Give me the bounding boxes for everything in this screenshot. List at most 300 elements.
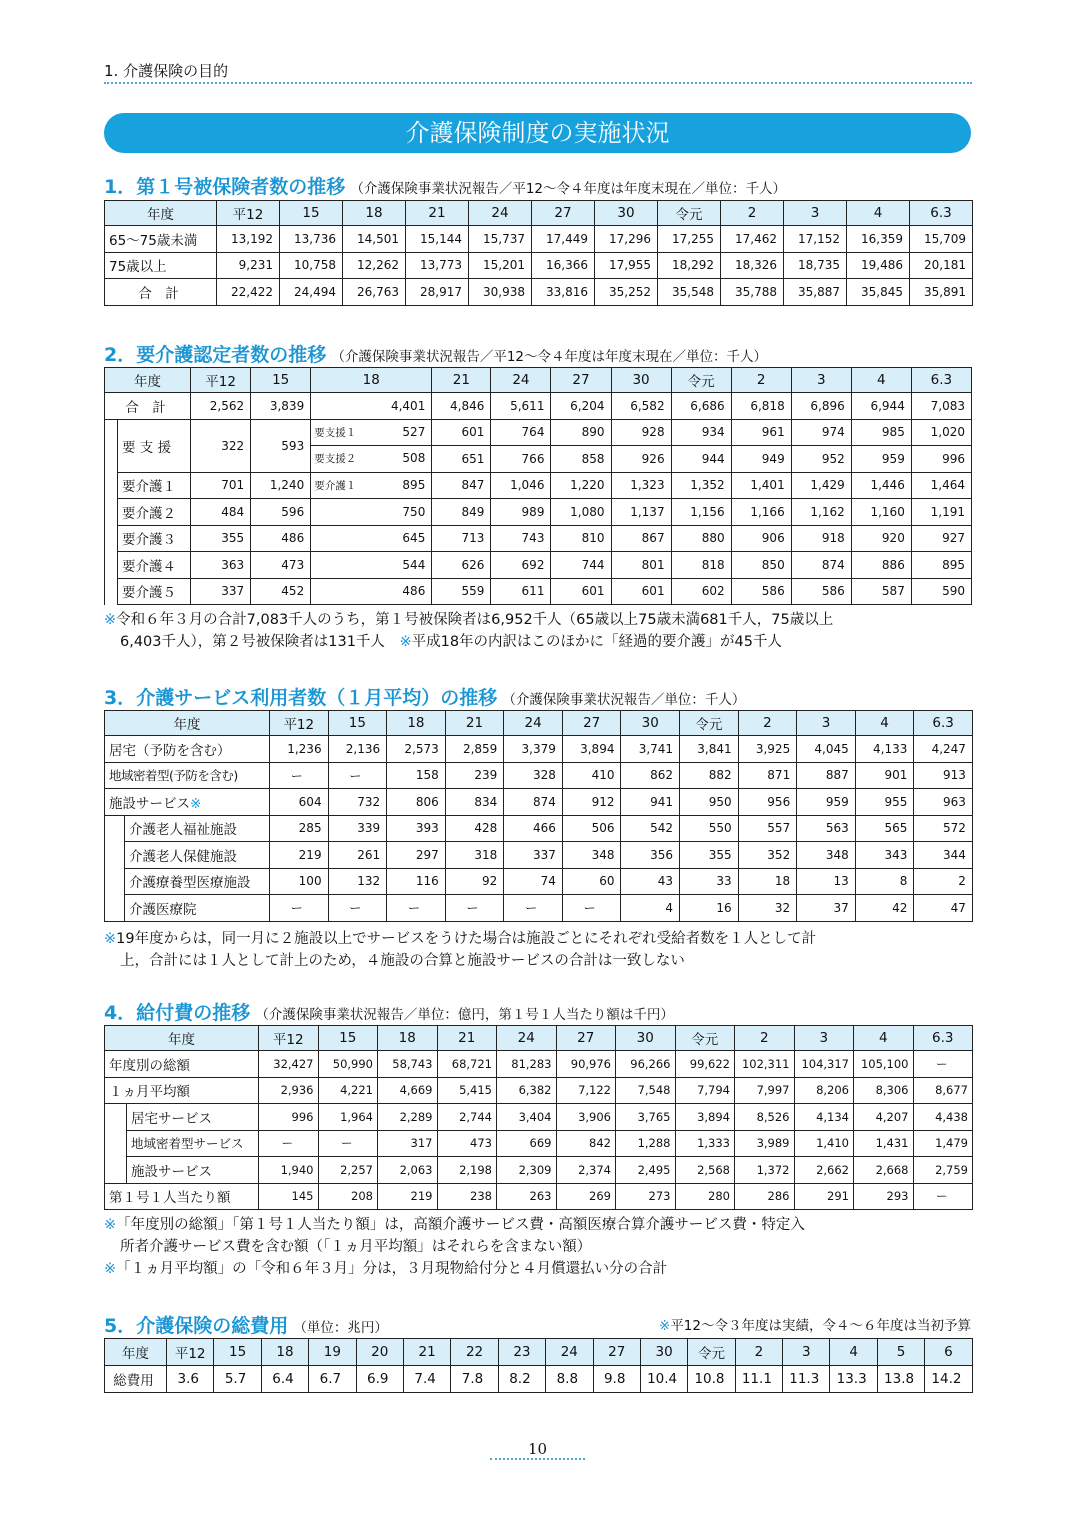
value-cell: 587	[851, 578, 911, 605]
header-year: 令元	[680, 711, 739, 736]
header-year: 4	[847, 201, 910, 226]
value-cell: 32	[738, 895, 797, 922]
header-corner: 年度	[105, 368, 191, 393]
header-year: 2	[731, 368, 791, 393]
value-cell: 81,283	[497, 1051, 557, 1078]
value-cell: 890	[551, 419, 611, 446]
value-cell: 239	[445, 762, 504, 789]
value-cell: 280	[675, 1183, 735, 1210]
split-cell	[311, 419, 432, 446]
value-cell: 473	[437, 1130, 497, 1157]
value-cell: 626	[432, 552, 491, 579]
sub-label: 要支援２	[314, 453, 357, 466]
value-cell: 542	[621, 815, 680, 842]
value-cell: 1,220	[551, 472, 611, 499]
value-cell: 99,622	[675, 1051, 735, 1078]
header-year: 平12	[191, 368, 251, 393]
note-mark: ※	[104, 931, 117, 947]
note-text: 令和６年３月の合計7,083千人のうち，第１号被保険者は6,952千人（65歳以上75歳未満681千人，75歳以上	[116, 612, 834, 628]
value-cell: 486	[311, 578, 432, 605]
value-cell: 941	[621, 789, 680, 816]
header-year: 22	[451, 1339, 498, 1366]
value-cell: 4,045	[797, 736, 856, 763]
value-cell: 1,429	[791, 472, 851, 499]
table-row	[105, 578, 972, 605]
value-cell: 24,494	[280, 279, 343, 306]
value-cell: 3,989	[735, 1130, 795, 1157]
header-year: 30	[640, 1339, 687, 1366]
note-text: 「年度別の総額」「第１号１人当たり額」は，高額介護サービス費・高額医療合算介護サービス費・特定入	[116, 1217, 805, 1233]
value-cell: 1,352	[671, 472, 731, 499]
value-cell: 3,894	[675, 1104, 735, 1131]
indent-cell	[105, 815, 125, 921]
value-cell: 985	[851, 419, 911, 446]
note-text: 上，合計には１人として計上のため，４施設の合算と施設サービスの合計は一致しない	[120, 953, 685, 969]
table-row	[105, 1051, 973, 1078]
value-cell: 1,372	[735, 1157, 795, 1184]
table-benefits	[104, 1025, 973, 1210]
value-cell: 35,891	[910, 279, 973, 306]
section-5-title	[104, 1311, 388, 1338]
value-cell: 466	[504, 815, 563, 842]
value-cell: 862	[621, 762, 680, 789]
value-cell: ー	[445, 895, 504, 922]
value-cell: 1,940	[259, 1157, 319, 1184]
section-2-source: （介護保険事業状況報告／平12〜令４年度は年度末現在／単位：千人）	[331, 349, 768, 365]
value-cell: 14,501	[343, 226, 406, 253]
value-cell: 348	[797, 842, 856, 869]
section-5-heading: 5．介護保険の総費用	[104, 1315, 289, 1337]
value-cell: 950	[680, 789, 739, 816]
value-cell: 4	[621, 895, 680, 922]
value-cell: 3,841	[680, 736, 739, 763]
value-cell: 944	[671, 446, 731, 473]
value-cell: 3,379	[504, 736, 563, 763]
row-label: １ヵ月平均額	[105, 1077, 259, 1104]
value-cell: 42	[855, 895, 914, 922]
section-5-right-note	[659, 1314, 971, 1334]
value-cell: 18,326	[721, 252, 784, 279]
value-cell: 3.6	[167, 1366, 214, 1393]
row-label-text: 居宅（予防を含む）	[109, 742, 231, 759]
table-row	[105, 1077, 973, 1104]
value-cell: 5,611	[491, 393, 551, 420]
value-cell: 261	[328, 842, 387, 869]
value-cell: 2,668	[854, 1157, 914, 1184]
value-cell: 6.7	[309, 1366, 356, 1393]
table-row	[105, 1366, 973, 1393]
table-row	[105, 1157, 973, 1184]
page-number: 10	[527, 1440, 548, 1458]
value-cell: 8,526	[735, 1104, 795, 1131]
value-cell: 906	[731, 525, 791, 552]
value-cell: 590	[911, 578, 971, 605]
header-year: 平12	[217, 201, 280, 226]
value-cell: 219	[378, 1183, 438, 1210]
row-label	[105, 736, 270, 763]
value-cell: 3,906	[556, 1104, 616, 1131]
value-cell: 337	[504, 842, 563, 869]
value-cell: 4,133	[855, 736, 914, 763]
indent-cell	[105, 419, 118, 605]
value-cell: 13,736	[280, 226, 343, 253]
value-cell: 961	[731, 419, 791, 446]
value-cell: 17,255	[658, 226, 721, 253]
value-cell: 7.4	[403, 1366, 450, 1393]
value-cell: 33	[680, 868, 739, 895]
value-cell: ー	[913, 1183, 973, 1210]
value-cell: 35,887	[784, 279, 847, 306]
value-cell: 291	[794, 1183, 854, 1210]
header-year: 24	[491, 368, 551, 393]
note-mark: ※	[104, 1261, 117, 1277]
header-row	[105, 368, 972, 393]
value-cell: 273	[616, 1183, 676, 1210]
value-cell: 16	[680, 895, 739, 922]
value-cell: 593	[251, 419, 311, 472]
value-cell: 849	[432, 499, 491, 526]
value-cell: 3,404	[497, 1104, 557, 1131]
value-cell: 43	[621, 868, 680, 895]
note-text: 19年度からは，同一月に２施設以上でサービスをうけた場合は施設ごとにそれぞれ受給者数を１人として計	[116, 931, 817, 947]
value-cell: 13,773	[406, 252, 469, 279]
value-cell: 15,709	[910, 226, 973, 253]
value-cell: 3,925	[738, 736, 797, 763]
value-cell: 17,449	[532, 226, 595, 253]
value-cell: 926	[611, 446, 671, 473]
row-label: 第１号１人当たり額	[105, 1183, 259, 1210]
value-cell: 328	[504, 762, 563, 789]
value-cell: 17,955	[595, 252, 658, 279]
row-label: 介護老人福祉施設	[125, 815, 270, 842]
value-cell: 74	[504, 868, 563, 895]
value-cell: 1,333	[675, 1130, 735, 1157]
value-cell: 601	[551, 578, 611, 605]
row-label: 介護医療院	[125, 895, 270, 922]
value-cell: 912	[562, 789, 621, 816]
value-cell: 322	[191, 419, 251, 472]
value-cell: 14.2	[925, 1366, 972, 1393]
header-row	[105, 201, 973, 226]
value-cell: 15,201	[469, 252, 532, 279]
header-year: 27	[532, 201, 595, 226]
table-row	[105, 525, 972, 552]
value-cell: 1,162	[791, 499, 851, 526]
value-cell: 428	[445, 815, 504, 842]
value-cell: 2,936	[259, 1077, 319, 1104]
header-year: 24	[546, 1339, 593, 1366]
value-cell: 874	[791, 552, 851, 579]
header-year: 15	[318, 1026, 378, 1051]
value-cell: 4,247	[914, 736, 973, 763]
value-cell: 1,446	[851, 472, 911, 499]
header-year: 3	[794, 1026, 854, 1051]
value-cell: 5.7	[214, 1366, 261, 1393]
header-year: 24	[497, 1026, 557, 1051]
header-year: 15	[251, 368, 311, 393]
header-year: 6	[925, 1339, 972, 1366]
value-cell: 2,662	[794, 1157, 854, 1184]
header-year: 4	[854, 1026, 914, 1051]
note-text: 「１ヵ月平均額」の「令和６年３月」分は，３月現物給付分と４月償還払い分の合計	[116, 1261, 668, 1277]
page-title-banner: 介護保険制度の実施状況	[104, 113, 971, 153]
value-cell: 18	[738, 868, 797, 895]
value-cell: 601	[432, 419, 491, 446]
value-cell: 834	[445, 789, 504, 816]
row-label: 合 計	[105, 393, 191, 420]
header-year: 3	[783, 1339, 830, 1366]
value-cell: 1,964	[318, 1104, 378, 1131]
value-cell: 8,206	[794, 1077, 854, 1104]
value-cell: 363	[191, 552, 251, 579]
chapter-label: 1. 介護保険の目的	[104, 62, 229, 80]
value-cell: 30,938	[469, 279, 532, 306]
indent-cell	[105, 1104, 127, 1184]
value-cell: 732	[328, 789, 387, 816]
value-cell: 7,122	[556, 1077, 616, 1104]
value-cell: 858	[551, 446, 611, 473]
header-year: 21	[437, 1026, 497, 1051]
value-cell: 318	[445, 842, 504, 869]
value-cell: 13.3	[830, 1366, 877, 1393]
table-row	[105, 762, 973, 789]
section-4-source: （介護保険事業状況報告／単位：億円，第１号１人当たり額は千円）	[255, 1007, 674, 1023]
value-cell: 355	[680, 842, 739, 869]
section-4-title	[104, 998, 674, 1025]
note-mark: ※	[399, 634, 412, 650]
value-cell: 158	[387, 762, 446, 789]
row-label	[105, 789, 270, 816]
header-year: 21	[403, 1339, 450, 1366]
value-cell: 1,046	[491, 472, 551, 499]
value-cell: 13,192	[217, 226, 280, 253]
value-cell: 1,323	[611, 472, 671, 499]
section-5-source: （単位：兆円）	[293, 1320, 388, 1336]
row-label-text: 地域密着型(予防を含む)	[109, 768, 238, 784]
value-cell: 1,431	[854, 1130, 914, 1157]
value-cell: 963	[914, 789, 973, 816]
value-cell: 35,845	[847, 279, 910, 306]
header-year: 4	[830, 1339, 877, 1366]
value-cell: 596	[251, 499, 311, 526]
table-row	[105, 789, 973, 816]
value-cell: 1,020	[911, 419, 971, 446]
value-cell: 1,137	[611, 499, 671, 526]
value-cell: 1,236	[270, 736, 329, 763]
value-cell: 6,896	[791, 393, 851, 420]
value-cell: 651	[432, 446, 491, 473]
value-cell: 527	[402, 424, 426, 439]
table-total-cost	[104, 1338, 973, 1393]
header-year: 24	[469, 201, 532, 226]
header-year: 3	[791, 368, 851, 393]
value-cell: 882	[680, 762, 739, 789]
table-row	[105, 472, 972, 499]
sub-label: 要介護１	[314, 479, 357, 492]
row-label: 要介護４	[118, 552, 191, 579]
value-cell: 8,677	[913, 1077, 973, 1104]
value-cell: 766	[491, 446, 551, 473]
value-cell: 4,207	[854, 1104, 914, 1131]
value-cell: 219	[270, 842, 329, 869]
header-corner: 年度	[105, 201, 217, 226]
value-cell: 16,359	[847, 226, 910, 253]
header-year: 27	[562, 711, 621, 736]
value-cell: 887	[797, 762, 856, 789]
value-cell: 100	[270, 868, 329, 895]
value-cell: 348	[562, 842, 621, 869]
value-cell: 12,262	[343, 252, 406, 279]
table-service-users	[104, 710, 973, 922]
value-cell: 8.8	[546, 1366, 593, 1393]
value-cell: 847	[432, 472, 491, 499]
value-cell: 7,997	[735, 1077, 795, 1104]
header-year: 平12	[259, 1026, 319, 1051]
value-cell: 293	[854, 1183, 914, 1210]
value-cell: 842	[556, 1130, 616, 1157]
value-cell: 959	[797, 789, 856, 816]
header-corner: 年度	[105, 1339, 167, 1366]
value-cell: 9.8	[593, 1366, 640, 1393]
header-year: 令元	[675, 1026, 735, 1051]
header-year: 27	[593, 1339, 640, 1366]
row-label: 要介護５	[118, 578, 191, 605]
row-label-text: 施設サービス	[109, 795, 190, 812]
value-cell: 6,686	[671, 393, 731, 420]
value-cell: 337	[191, 578, 251, 605]
value-cell: 565	[855, 815, 914, 842]
row-label: 65〜75歳未満	[105, 226, 217, 253]
value-cell: 393	[387, 815, 446, 842]
value-cell: 669	[497, 1130, 557, 1157]
value-cell: 10.4	[640, 1366, 687, 1393]
value-cell: ー	[259, 1130, 319, 1157]
value-cell: 810	[551, 525, 611, 552]
value-cell: 2,859	[445, 736, 504, 763]
value-cell: 343	[855, 842, 914, 869]
note-mark: ※	[104, 612, 117, 628]
value-cell: 90,976	[556, 1051, 616, 1078]
value-cell: 550	[680, 815, 739, 842]
value-cell: 6,382	[497, 1077, 557, 1104]
value-cell: 586	[791, 578, 851, 605]
value-cell: 601	[611, 578, 671, 605]
value-cell: 8.2	[498, 1366, 545, 1393]
row-label: 要介護３	[118, 525, 191, 552]
section-4-note	[104, 1214, 974, 1280]
value-cell: 35,788	[721, 279, 784, 306]
header-corner: 年度	[105, 711, 270, 736]
value-cell: 4,221	[318, 1077, 378, 1104]
value-cell: 352	[738, 842, 797, 869]
value-cell: 886	[851, 552, 911, 579]
value-cell: 484	[191, 499, 251, 526]
value-cell: 28,917	[406, 279, 469, 306]
header-year: 23	[498, 1339, 545, 1366]
value-cell: 1,080	[551, 499, 611, 526]
header-year: 21	[432, 368, 491, 393]
header-year: 令元	[671, 368, 731, 393]
header-year: 30	[616, 1026, 676, 1051]
value-cell: 880	[671, 525, 731, 552]
value-cell: 13	[797, 868, 856, 895]
table-row	[105, 1104, 973, 1131]
section-1-title	[104, 172, 786, 199]
row-label: 介護老人保健施設	[125, 842, 270, 869]
value-cell: 1,410	[794, 1130, 854, 1157]
value-cell: 586	[731, 578, 791, 605]
table-row	[105, 868, 973, 895]
table-row	[105, 279, 973, 306]
header-year: 18	[261, 1339, 308, 1366]
row-label: 居宅サービス	[127, 1104, 259, 1131]
value-cell: 928	[611, 419, 671, 446]
value-cell: 269	[556, 1183, 616, 1210]
value-cell: 20,181	[910, 252, 973, 279]
section-3-heading: 3．介護サービス利用者数（１月平均）の推移	[104, 687, 498, 709]
value-cell: 4,401	[311, 393, 432, 420]
section-2-heading: 2．要介護認定者数の推移	[104, 344, 327, 366]
header-corner: 年度	[105, 1026, 259, 1051]
header-year: 27	[556, 1026, 616, 1051]
value-cell: 949	[731, 446, 791, 473]
value-cell: ー	[913, 1051, 973, 1078]
value-cell: 105,100	[854, 1051, 914, 1078]
header-year: 2	[735, 1026, 795, 1051]
value-cell: 18,292	[658, 252, 721, 279]
value-cell: 801	[611, 552, 671, 579]
row-label: 介護療養型医療施設	[125, 868, 270, 895]
table-row	[105, 736, 973, 763]
value-cell: 974	[791, 419, 851, 446]
value-cell: 263	[497, 1183, 557, 1210]
value-cell: 1,156	[671, 499, 731, 526]
table-row	[105, 226, 973, 253]
value-cell: 96,266	[616, 1051, 676, 1078]
value-cell: 2,198	[437, 1157, 497, 1184]
header-year: 平12	[270, 711, 329, 736]
value-cell: 959	[851, 446, 911, 473]
value-cell: 7,083	[911, 393, 971, 420]
row-label	[105, 762, 270, 789]
section-3-title	[104, 683, 745, 710]
value-cell: 58,743	[378, 1051, 438, 1078]
value-cell: 645	[311, 525, 432, 552]
value-cell: 2,759	[913, 1157, 973, 1184]
value-cell: 486	[251, 525, 311, 552]
value-cell: 934	[671, 419, 731, 446]
header-year: 18	[343, 201, 406, 226]
value-cell: 8	[855, 868, 914, 895]
value-cell: 15,144	[406, 226, 469, 253]
table-row	[105, 895, 973, 922]
value-cell: 2,063	[378, 1157, 438, 1184]
row-label: 総費用	[105, 1366, 167, 1393]
value-cell: 9,231	[217, 252, 280, 279]
table-row	[105, 393, 972, 420]
header-row	[105, 1026, 973, 1051]
header-year: 15	[328, 711, 387, 736]
value-cell: 6.9	[356, 1366, 403, 1393]
header-year: 6.3	[911, 368, 971, 393]
value-cell: 557	[738, 815, 797, 842]
value-cell: 4,669	[378, 1077, 438, 1104]
header-year: 20	[356, 1339, 403, 1366]
value-cell: 317	[378, 1130, 438, 1157]
value-cell: 4,134	[794, 1104, 854, 1131]
value-cell: 35,548	[658, 279, 721, 306]
value-cell: 5,415	[437, 1077, 497, 1104]
